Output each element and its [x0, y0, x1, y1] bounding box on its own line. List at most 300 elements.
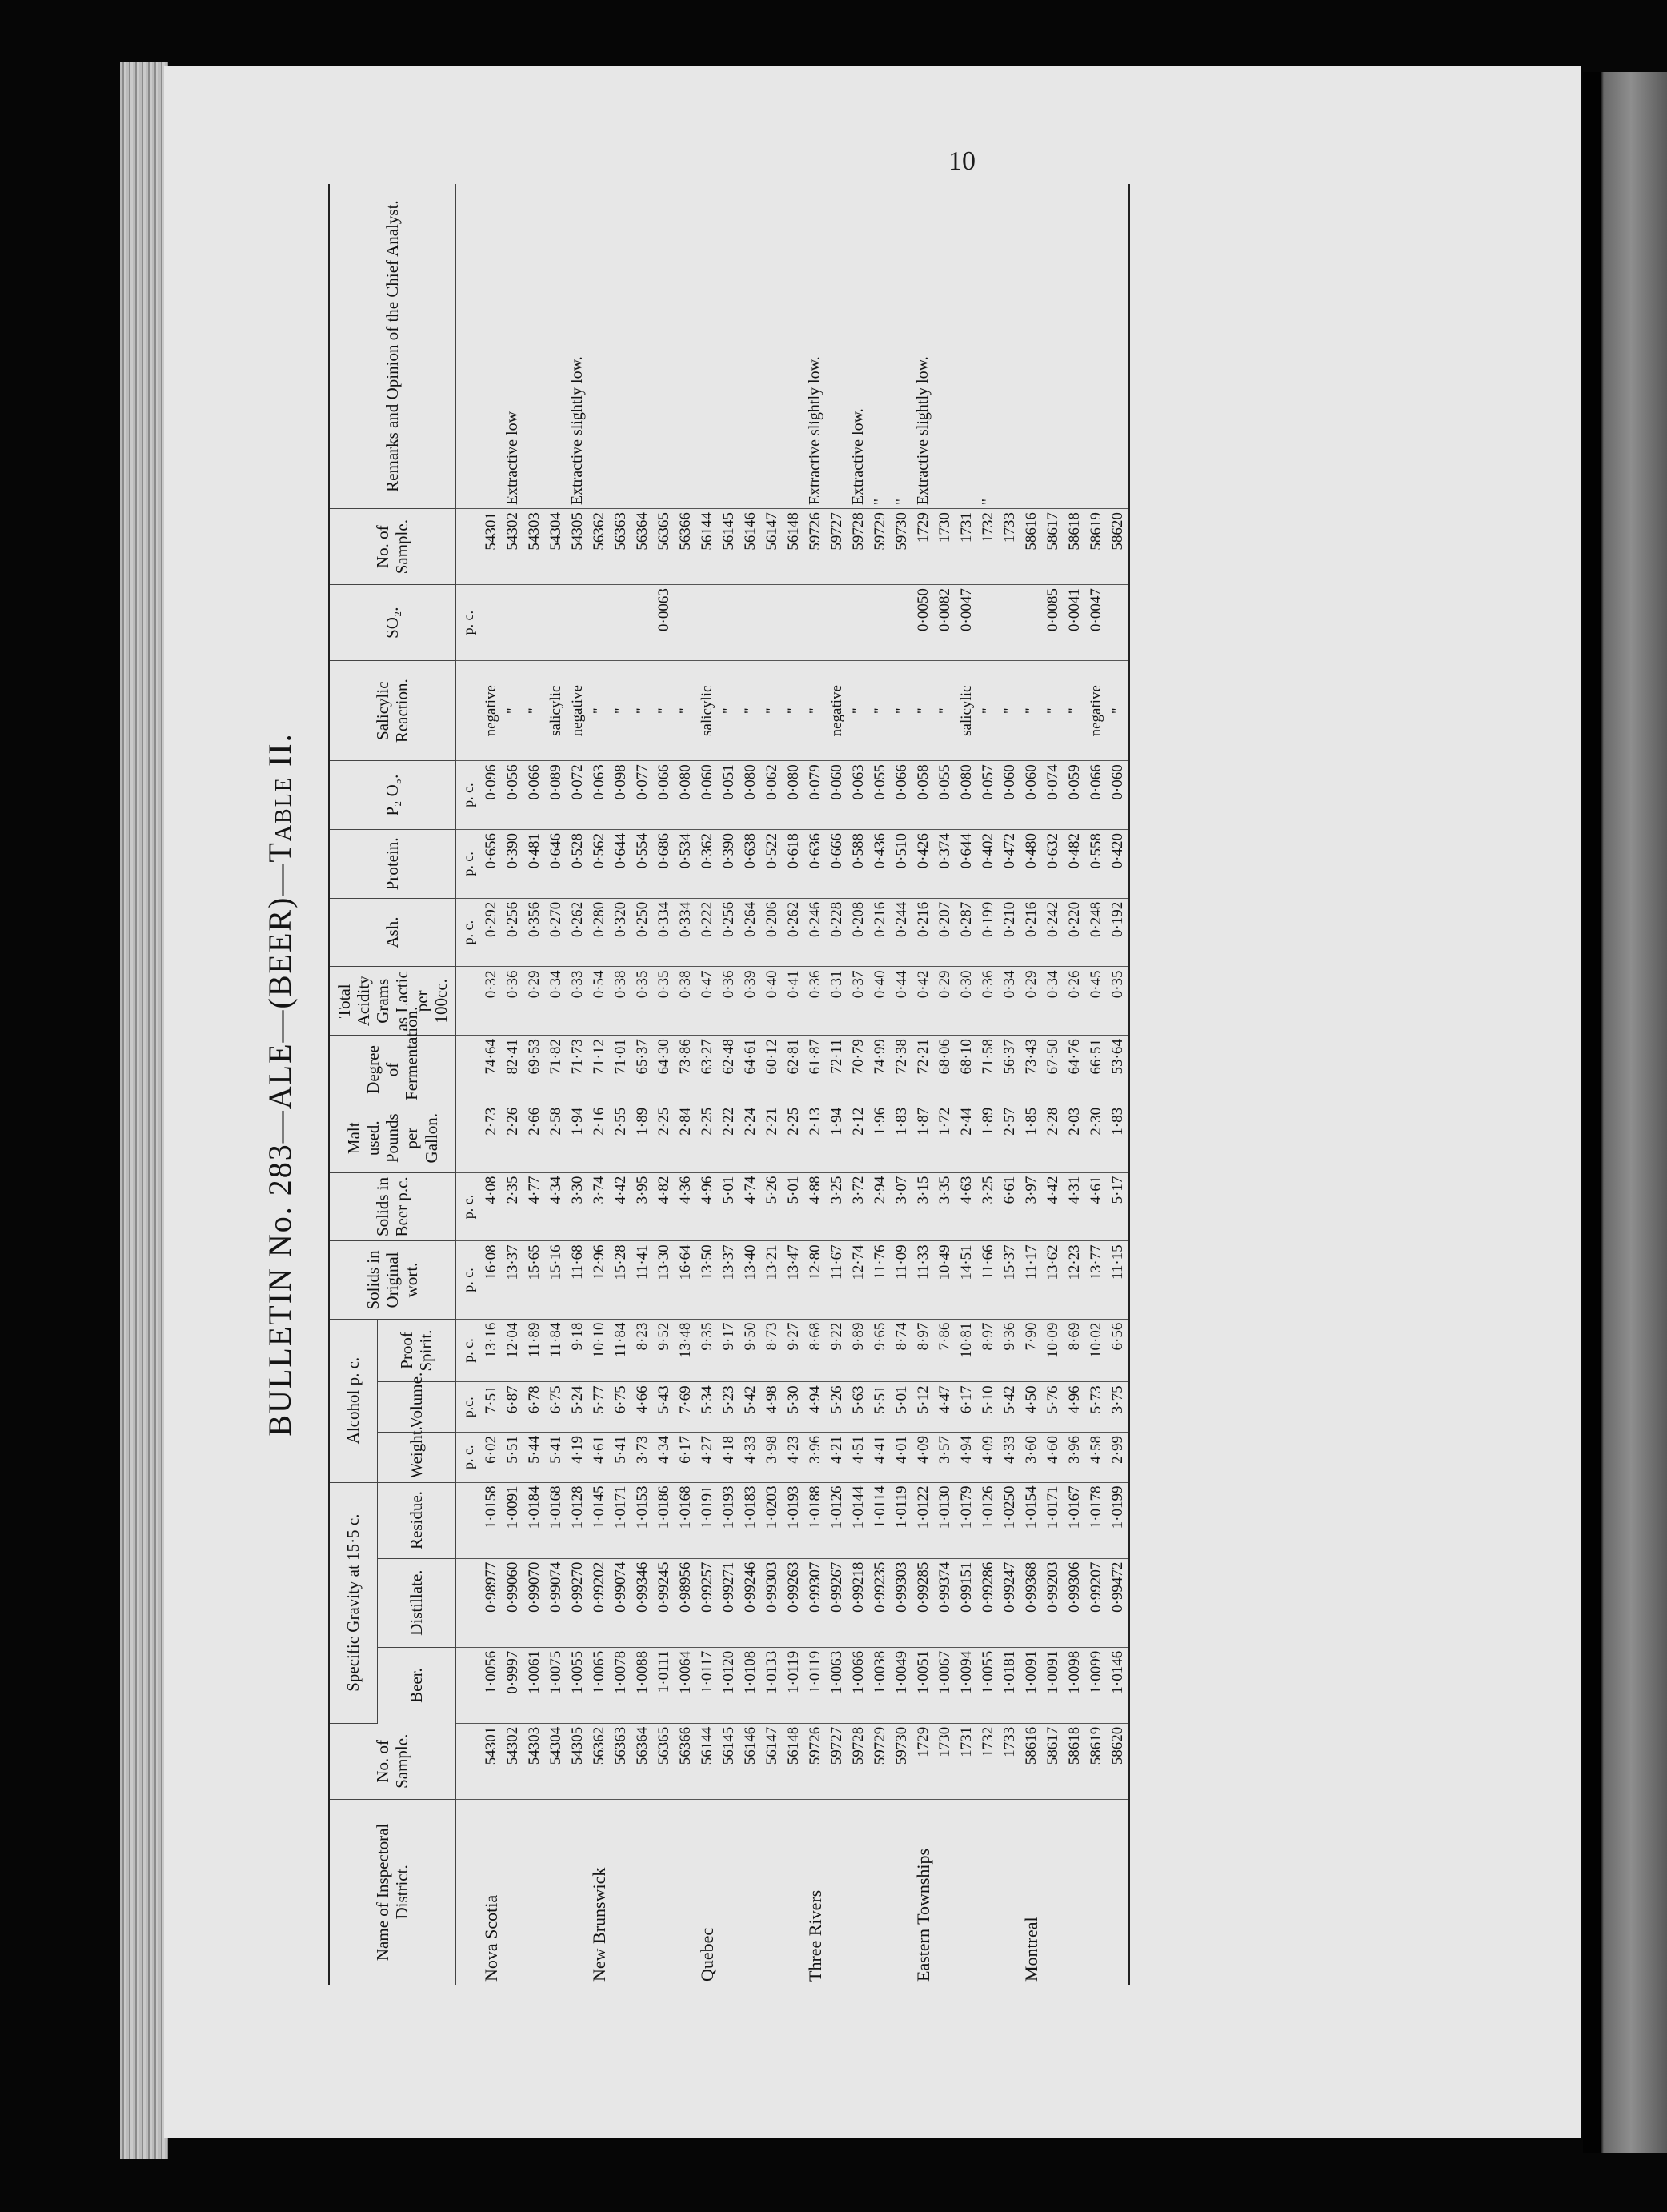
cell-p2o5: 0·063 — [588, 761, 610, 830]
cell-acid: 0·35 — [653, 967, 675, 1036]
cell-rem — [956, 184, 977, 509]
cell-res: 1·0091 — [502, 1482, 523, 1558]
cell-acid: 0·38 — [610, 967, 631, 1036]
cell-sbeer: 4·08 — [480, 1172, 502, 1241]
table-row — [1085, 184, 1107, 1985]
cell-district — [653, 1799, 675, 1985]
cell-sorig: 13·37 — [718, 1241, 739, 1319]
cell-sbeer: 5·01 — [783, 1172, 804, 1241]
cell-vol: 4·66 — [631, 1382, 653, 1433]
cell-acid: 0·45 — [1085, 967, 1107, 1036]
cell-wt: 5·41 — [610, 1432, 631, 1482]
cell-res: 1·0145 — [588, 1482, 610, 1558]
cell-sorig: 16·08 — [480, 1241, 502, 1319]
cell-malt: 2·30 — [1085, 1104, 1107, 1172]
cell-sorig: 10·49 — [934, 1241, 956, 1319]
cell-wt: 5·44 — [523, 1432, 545, 1482]
cell-beer: 1·0055 — [977, 1647, 999, 1723]
cell-res: 1·0168 — [545, 1482, 567, 1558]
cell-p2o5: 0·060 — [826, 761, 848, 830]
cell-vol: 5·34 — [696, 1382, 718, 1433]
cell-res: 1·0158 — [480, 1482, 502, 1558]
cell-ash: 0·264 — [739, 898, 761, 967]
cell-rem — [1042, 184, 1064, 509]
cell-malt: 2·58 — [545, 1104, 567, 1172]
cell-vol: 4·98 — [761, 1382, 783, 1433]
table-row — [869, 184, 891, 1985]
cell-no: 54302 — [502, 1723, 523, 1799]
cell-acid: 0·29 — [523, 967, 545, 1036]
cell-ash: 0·270 — [545, 898, 567, 967]
cell-sal: salicylic — [545, 661, 567, 761]
cell-so2 — [761, 585, 783, 661]
cell-no2: 56147 — [761, 509, 783, 585]
table-row — [480, 184, 502, 1985]
cell-no2: 54304 — [545, 509, 567, 585]
cell-acid: 0·36 — [718, 967, 739, 1036]
cell-p2o5: 0·060 — [999, 761, 1020, 830]
cell-district — [567, 1799, 588, 1985]
col-solids-original: Solids in Original wort. — [329, 1241, 455, 1319]
cell-sbeer: 5·01 — [718, 1172, 739, 1241]
col-volume: Volume. — [377, 1382, 455, 1433]
cell-beer: 1·0064 — [675, 1647, 696, 1723]
cell-proof: 9·52 — [653, 1319, 675, 1382]
cell-malt: 2·25 — [696, 1104, 718, 1172]
cell-sorig: 11·41 — [631, 1241, 653, 1319]
cell-beer: 1·0061 — [523, 1647, 545, 1723]
cell-dist: 0·99074 — [610, 1558, 631, 1647]
cell-malt: 1·94 — [826, 1104, 848, 1172]
cell-proof: 10·09 — [1042, 1319, 1064, 1382]
cell-so2 — [696, 585, 718, 661]
cell-no: 56363 — [610, 1723, 631, 1799]
cell-dist: 0·99202 — [588, 1558, 610, 1647]
cell-rem — [1085, 184, 1107, 509]
cell-wt: 4·09 — [977, 1432, 999, 1482]
cell-no: 1733 — [999, 1723, 1020, 1799]
cell-sorig: 15·65 — [523, 1241, 545, 1319]
cell-sbeer: 4·88 — [804, 1172, 826, 1241]
cell-acid: 0·39 — [739, 967, 761, 1036]
cell-no: 56362 — [588, 1723, 610, 1799]
cell-rem: Extractive low. — [848, 184, 869, 509]
cell-sal: negative — [567, 661, 588, 761]
cell-ash: 0·208 — [848, 898, 869, 967]
table-row — [934, 184, 956, 1985]
cell-prot: 0·390 — [718, 830, 739, 899]
cell-p2o5: 0·066 — [1085, 761, 1107, 830]
cell-no2: 58618 — [1064, 509, 1085, 585]
table-title — [248, 184, 312, 1985]
cell-proof: 10·10 — [588, 1319, 610, 1382]
cell-wt: 4·01 — [891, 1432, 912, 1482]
cell-district — [545, 1799, 567, 1985]
cell-vol: 5·51 — [869, 1382, 891, 1433]
cell-so2: 0·0082 — [934, 585, 956, 661]
cell-malt: 2·57 — [999, 1104, 1020, 1172]
cell-malt: 1·72 — [934, 1104, 956, 1172]
cell-prot: 0·426 — [912, 830, 934, 899]
cell-wt: 3·60 — [1020, 1432, 1042, 1482]
cell-wt: 4·61 — [588, 1432, 610, 1482]
rotated-table-sheet — [248, 184, 1409, 1985]
cell-vol: 6·87 — [502, 1382, 523, 1433]
cell-ferm: 53·64 — [1107, 1036, 1129, 1104]
cell-wt: 4·33 — [739, 1432, 761, 1482]
cell-wt: 4·23 — [783, 1432, 804, 1482]
cell-proof: 9·18 — [567, 1319, 588, 1382]
cell-district: Nova Scotia — [480, 1894, 501, 1982]
cell-ferm: 69·53 — [523, 1036, 545, 1104]
cell-prot: 0·646 — [545, 830, 567, 899]
cell-sal: " — [675, 661, 696, 761]
cell-res: 1·0144 — [848, 1482, 869, 1558]
cell-no2: 56145 — [718, 509, 739, 585]
cell-sbeer: 5·17 — [1107, 1172, 1129, 1241]
cell-sorig: 13·21 — [761, 1241, 783, 1319]
cell-ash: 0·248 — [1085, 898, 1107, 967]
cell-proof: 9·35 — [696, 1319, 718, 1382]
table-body — [455, 184, 1129, 1985]
cell-acid: 0·44 — [891, 967, 912, 1036]
cell-wt: 4·34 — [653, 1432, 675, 1482]
table-row — [567, 184, 588, 1985]
cell-no2: 56363 — [610, 509, 631, 585]
cell-rem — [588, 184, 610, 509]
cell-ferm: 73·86 — [675, 1036, 696, 1104]
cell-rem — [1020, 184, 1042, 509]
unit-so2: p. c. — [455, 585, 480, 661]
cell-no2: 54305 — [567, 509, 588, 585]
cell-sorig: 11·67 — [826, 1241, 848, 1319]
cell-ferm: 63·27 — [696, 1036, 718, 1104]
cell-sorig: 13·77 — [1085, 1241, 1107, 1319]
cell-district: Quebec — [696, 1927, 717, 1982]
cell-ash: 0·292 — [480, 898, 502, 967]
cell-wt: 4·27 — [696, 1432, 718, 1482]
cell-dist: 0·99270 — [567, 1558, 588, 1647]
cell-beer: 1·0051 — [912, 1647, 934, 1723]
cell-district — [523, 1799, 545, 1985]
cell-vol: 4·94 — [804, 1382, 826, 1433]
table-row — [1064, 184, 1085, 1985]
cell-sal: " — [588, 661, 610, 761]
cell-sbeer: 4·63 — [956, 1172, 977, 1241]
table-row — [502, 184, 523, 1985]
cell-district — [869, 1799, 891, 1985]
cell-rem: Extractive slightly low. — [804, 184, 826, 509]
cell-ferm: 71·58 — [977, 1036, 999, 1104]
cell-vol: 5·77 — [588, 1382, 610, 1433]
cell-sorig: 11·68 — [567, 1241, 588, 1319]
unit-volume: p.c. — [455, 1382, 480, 1433]
cell-dist: 0·99060 — [502, 1558, 523, 1647]
cell-vol: 3·75 — [1107, 1382, 1129, 1433]
cell-vol: 6·75 — [545, 1382, 567, 1433]
cell-district — [848, 1799, 869, 1985]
cell-p2o5: 0·056 — [502, 761, 523, 830]
cell-so2 — [523, 585, 545, 661]
cell-no2: 59729 — [869, 509, 891, 585]
table-row — [783, 184, 804, 1985]
cell-so2 — [826, 585, 848, 661]
cell-sal: " — [1042, 661, 1064, 761]
cell-p2o5: 0·066 — [653, 761, 675, 830]
cell-wt: 3·98 — [761, 1432, 783, 1482]
cell-no: 58619 — [1085, 1723, 1107, 1799]
cell-acid: 0·36 — [502, 967, 523, 1036]
cell-vol: 5·73 — [1085, 1382, 1107, 1433]
cell-sbeer: 2·94 — [869, 1172, 891, 1241]
table-row — [653, 184, 675, 1985]
cell-district — [956, 1799, 977, 1985]
cell-beer: 1·0108 — [739, 1647, 761, 1723]
cell-p2o5: 0·063 — [848, 761, 869, 830]
cell-no2: 56146 — [739, 509, 761, 585]
cell-p2o5: 0·055 — [869, 761, 891, 830]
cell-malt: 1·96 — [869, 1104, 891, 1172]
cell-acid: 0·26 — [1064, 967, 1085, 1036]
cell-sorig: 11·33 — [912, 1241, 934, 1319]
unit-p2o5: p. c. — [455, 761, 480, 830]
analysis-table — [328, 184, 1130, 1985]
cell-malt: 2·55 — [610, 1104, 631, 1172]
cell-no: 59730 — [891, 1723, 912, 1799]
cell-sbeer: 5·26 — [761, 1172, 783, 1241]
cell-no: 56146 — [739, 1723, 761, 1799]
cell-acid: 0·41 — [783, 967, 804, 1036]
cell-proof: 8·74 — [891, 1319, 912, 1382]
cell-vol: 5·43 — [653, 1382, 675, 1433]
cell-so2: 0·0047 — [1085, 585, 1107, 661]
cell-res: 1·0171 — [1042, 1482, 1064, 1558]
cell-no2: 54302 — [502, 509, 523, 585]
cell-sbeer: 4·34 — [545, 1172, 567, 1241]
cell-p2o5: 0·098 — [610, 761, 631, 830]
cell-district — [1085, 1799, 1107, 1985]
cell-sbeer: 3·30 — [567, 1172, 588, 1241]
table-row — [804, 184, 826, 1985]
cell-vol: 6·75 — [610, 1382, 631, 1433]
cell-sorig: 13·62 — [1042, 1241, 1064, 1319]
cell-no: 54301 — [480, 1723, 502, 1799]
page-number: 10 — [948, 146, 976, 176]
cell-dist: 0·99247 — [999, 1558, 1020, 1647]
col-solids-beer: Solids in Beer p.c. — [329, 1172, 455, 1241]
cell-beer: 1·0091 — [1042, 1647, 1064, 1723]
cell-no2: 58619 — [1085, 509, 1107, 585]
cell-sal: " — [912, 661, 934, 761]
cell-prot: 0·436 — [869, 830, 891, 899]
cell-wt: 4·60 — [1042, 1432, 1064, 1482]
cell-no: 56147 — [761, 1723, 783, 1799]
cell-no: 58616 — [1020, 1723, 1042, 1799]
table-label: Table II. — [262, 732, 298, 863]
cell-sbeer: 3·74 — [588, 1172, 610, 1241]
cell-proof: 10·81 — [956, 1319, 977, 1382]
cell-ferm: 62·81 — [783, 1036, 804, 1104]
col-residue: Residue. — [377, 1482, 455, 1558]
cell-rem — [1107, 184, 1129, 509]
cell-beer: 1·0078 — [610, 1647, 631, 1723]
cell-wt: 6·17 — [675, 1432, 696, 1482]
cell-p2o5: 0·096 — [480, 761, 502, 830]
cell-malt: 2·03 — [1064, 1104, 1085, 1172]
cell-ferm: 74·64 — [480, 1036, 502, 1104]
cell-sbeer: 2·35 — [502, 1172, 523, 1241]
cell-beer: 1·0075 — [545, 1647, 567, 1723]
cell-sal: " — [848, 661, 869, 761]
cell-so2 — [848, 585, 869, 661]
cell-prot: 0·562 — [588, 830, 610, 899]
cell-ash: 0·192 — [1107, 898, 1129, 967]
cell-p2o5: 0·055 — [934, 761, 956, 830]
cell-no: 58617 — [1042, 1723, 1064, 1799]
cell-sbeer: 6·61 — [999, 1172, 1020, 1241]
cell-sorig: 12·74 — [848, 1241, 869, 1319]
cell-district: New Brunswick — [588, 1867, 609, 1982]
cell-so2 — [588, 585, 610, 661]
cell-p2o5: 0·074 — [1042, 761, 1064, 830]
cell-p2o5: 0·059 — [1064, 761, 1085, 830]
col-weight: Weight. — [377, 1432, 455, 1482]
cell-vol: 5·76 — [1042, 1382, 1064, 1433]
cell-vol: 4·47 — [934, 1382, 956, 1433]
cell-res: 1·0130 — [934, 1482, 956, 1558]
cell-ash: 0·242 — [1042, 898, 1064, 967]
cell-res: 1·0193 — [718, 1482, 739, 1558]
table-row — [718, 184, 739, 1985]
cell-sorig: 11·15 — [1107, 1241, 1129, 1319]
cell-proof: 11·89 — [523, 1319, 545, 1382]
table-row — [891, 184, 912, 1985]
cell-sbeer: 3·07 — [891, 1172, 912, 1241]
cell-district — [783, 1799, 804, 1985]
cell-rem — [826, 184, 848, 509]
cell-res: 1·0250 — [999, 1482, 1020, 1558]
cell-ash: 0·256 — [718, 898, 739, 967]
table-row — [588, 184, 610, 1985]
cell-rem: Extractive slightly low. — [567, 184, 588, 509]
cell-no2: 1731 — [956, 509, 977, 585]
col-protein: Protein. — [329, 830, 455, 899]
cell-sal: " — [761, 661, 783, 761]
cell-ash: 0·356 — [523, 898, 545, 967]
cell-malt: 2·73 — [480, 1104, 502, 1172]
cell-rem — [999, 184, 1020, 509]
cell-p2o5: 0·077 — [631, 761, 653, 830]
cell-ferm: 73·43 — [1020, 1036, 1042, 1104]
cell-sal: negative — [480, 661, 502, 761]
cell-wt: 4·51 — [848, 1432, 869, 1482]
cell-sorig: 12·96 — [588, 1241, 610, 1319]
cell-ash: 0·206 — [761, 898, 783, 967]
cell-ferm: 72·38 — [891, 1036, 912, 1104]
cell-beer: 1·0067 — [934, 1647, 956, 1723]
cell-sbeer: 4·42 — [1042, 1172, 1064, 1241]
cell-proof: 9·50 — [739, 1319, 761, 1382]
cell-acid: 0·40 — [869, 967, 891, 1036]
cell-no: 1732 — [977, 1723, 999, 1799]
cell-no: 59727 — [826, 1723, 848, 1799]
cell-ferm: 64·30 — [653, 1036, 675, 1104]
cell-malt: 1·89 — [977, 1104, 999, 1172]
cell-res: 1·0179 — [956, 1482, 977, 1558]
cell-proof: 8·23 — [631, 1319, 653, 1382]
cell-vol: 5·12 — [912, 1382, 934, 1433]
cell-acid: 0·35 — [631, 967, 653, 1036]
cell-dist: 0·99257 — [696, 1558, 718, 1647]
cell-beer: 1·0038 — [869, 1647, 891, 1723]
col-salicylic: Salicylic Reaction. — [329, 661, 455, 761]
cell-sal: " — [1020, 661, 1042, 761]
cell-rem: " — [977, 184, 999, 509]
cell-dist: 0·99346 — [631, 1558, 653, 1647]
cell-prot: 0·534 — [675, 830, 696, 899]
cell-rem — [934, 184, 956, 509]
cell-ash: 0·262 — [567, 898, 588, 967]
cell-prot: 0·558 — [1085, 830, 1107, 899]
cell-no: 54303 — [523, 1723, 545, 1799]
cell-district — [718, 1799, 739, 1985]
film-edge-right — [1583, 72, 1667, 2153]
cell-so2 — [567, 585, 588, 661]
cell-prot: 0·481 — [523, 830, 545, 899]
cell-prot: 0·656 — [480, 830, 502, 899]
cell-wt: 4·94 — [956, 1432, 977, 1482]
cell-beer: 1·0066 — [848, 1647, 869, 1723]
cell-prot: 0·390 — [502, 830, 523, 899]
cell-so2 — [783, 585, 804, 661]
col-remarks: Remarks and Opinion of the Chief Analyst. — [329, 184, 455, 509]
cell-ferm: 66·51 — [1085, 1036, 1107, 1104]
table-row — [848, 184, 869, 1985]
cell-no: 59729 — [869, 1723, 891, 1799]
cell-rem — [739, 184, 761, 509]
unit-proof: p. c. — [455, 1319, 480, 1382]
cell-malt: 2·25 — [783, 1104, 804, 1172]
cell-so2 — [891, 585, 912, 661]
cell-proof: 12·04 — [502, 1319, 523, 1382]
cell-acid: 0·47 — [696, 967, 718, 1036]
cell-dist: 0·99307 — [804, 1558, 826, 1647]
cell-rem — [631, 184, 653, 509]
col-distillate: Distillate. — [377, 1558, 455, 1647]
cell-sal: negative — [826, 661, 848, 761]
col-alcohol: Alcohol p. c. — [329, 1319, 377, 1482]
cell-prot: 0·420 — [1107, 830, 1129, 899]
cell-prot: 0·644 — [610, 830, 631, 899]
cell-sbeer: 4·77 — [523, 1172, 545, 1241]
cell-sorig: 15·16 — [545, 1241, 567, 1319]
cell-proof: 9·17 — [718, 1319, 739, 1382]
cell-ash: 0·262 — [783, 898, 804, 967]
cell-sbeer: 4·82 — [653, 1172, 675, 1241]
cell-acid: 0·33 — [567, 967, 588, 1036]
cell-dist: 0·99263 — [783, 1558, 804, 1647]
cell-p2o5: 0·089 — [545, 761, 567, 830]
cell-proof: 8·69 — [1064, 1319, 1085, 1382]
cell-ash: 0·320 — [610, 898, 631, 967]
cell-p2o5: 0·051 — [718, 761, 739, 830]
cell-p2o5: 0·072 — [567, 761, 588, 830]
cell-dist: 0·99218 — [848, 1558, 869, 1647]
cell-district — [826, 1799, 848, 1985]
cell-malt: 2·16 — [588, 1104, 610, 1172]
cell-p2o5: 0·062 — [761, 761, 783, 830]
cell-dist: 0·99472 — [1107, 1558, 1129, 1647]
